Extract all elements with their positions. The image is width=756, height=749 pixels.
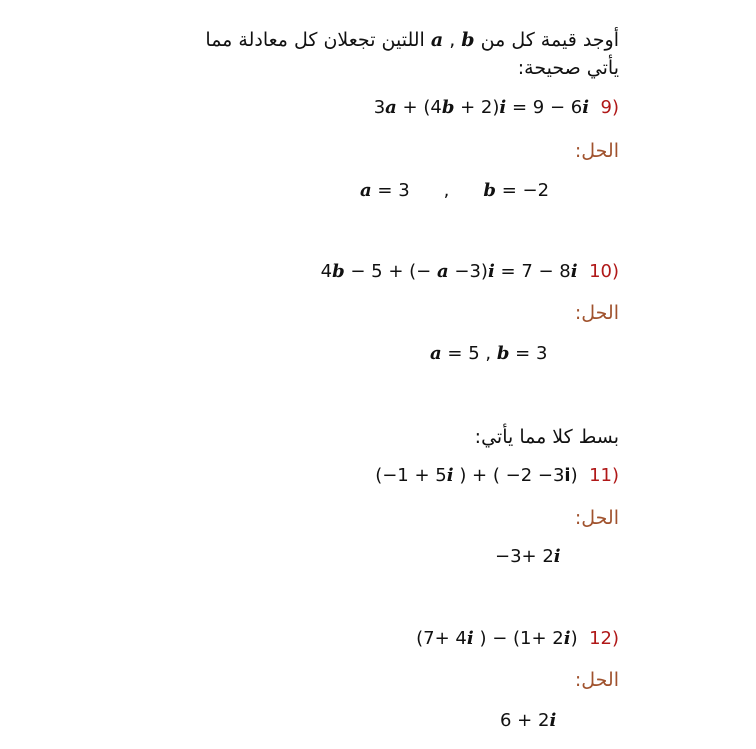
question-number: (12 xyxy=(589,628,619,649)
question-number: (10 xyxy=(589,261,619,282)
question-12 xyxy=(416,628,619,649)
equation: 3a + (4b + 2)i = 9 − 6i xyxy=(373,97,590,118)
question-number: (9 xyxy=(600,97,619,118)
expression: (−1 + 5i ) + ( −2 −3i) xyxy=(375,465,578,486)
question-9 xyxy=(374,97,619,118)
question-number: (11 xyxy=(589,465,619,486)
instruction-text xyxy=(205,26,619,82)
solution-label: الحل: xyxy=(574,302,619,324)
answer-11: −3+ 2i xyxy=(495,546,561,567)
question-11 xyxy=(375,465,619,486)
answer-12: 6 + 2i xyxy=(500,710,557,731)
instruction-line-1: أوجد قيمة كل من a , b اللتين تجعلان كل معادلة مما xyxy=(205,29,619,51)
expression: (7+ 4i ) − (1+ 2i) xyxy=(416,628,578,649)
instruction-line-2: يأتي صحيحة: xyxy=(517,57,619,79)
solution-label: الحل: xyxy=(574,669,619,691)
solution-label: الحل: xyxy=(574,507,619,529)
answer-10: a = 5 , b = 3 xyxy=(430,343,548,364)
equation: 4b − 5 + (− a −3)i = 7 − 8i xyxy=(320,261,578,282)
question-10 xyxy=(321,261,619,282)
answer-9: a = 3 , b = −2 xyxy=(360,180,550,201)
simplify-heading: بسط كلا مما يأتي: xyxy=(474,426,619,448)
solution-label: الحل: xyxy=(574,140,619,162)
